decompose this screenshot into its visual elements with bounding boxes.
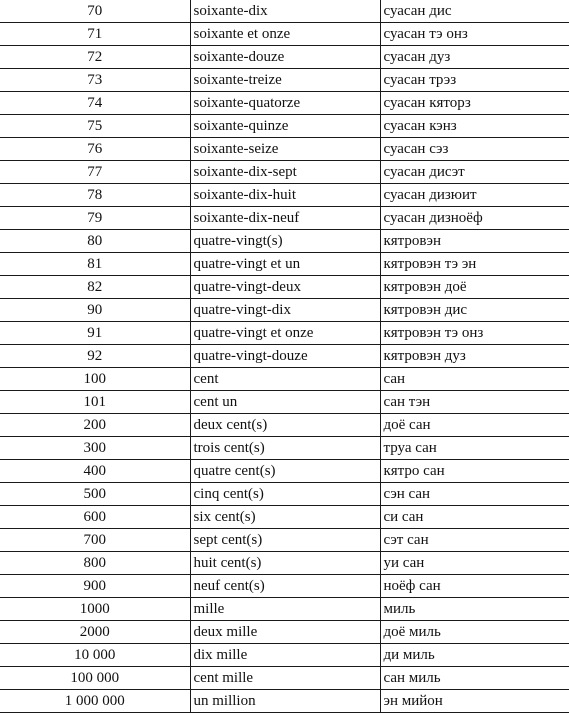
number-cell: 1 000 000: [0, 690, 190, 713]
french-word-cell: quatre-vingt-deux: [190, 276, 380, 299]
number-cell: 500: [0, 483, 190, 506]
transcription-cell: кятровэн доё: [380, 276, 569, 299]
number-cell: 400: [0, 460, 190, 483]
number-cell: 74: [0, 92, 190, 115]
table-row: [0, 667, 569, 690]
transcription-cell: суасан кяторз: [380, 92, 569, 115]
table-row: [0, 230, 569, 253]
table-row: [0, 253, 569, 276]
transcription-cell: эн мийон: [380, 690, 569, 713]
number-cell: 101: [0, 391, 190, 414]
table-row: [0, 345, 569, 368]
table-row: [0, 621, 569, 644]
transcription-cell: сэт сан: [380, 529, 569, 552]
number-cell: 72: [0, 46, 190, 69]
table-row: [0, 368, 569, 391]
transcription-cell: суасан сэз: [380, 138, 569, 161]
french-word-cell: soixante-seize: [190, 138, 380, 161]
number-cell: 2000: [0, 621, 190, 644]
number-cell: 71: [0, 23, 190, 46]
french-word-cell: un million: [190, 690, 380, 713]
french-word-cell: cent un: [190, 391, 380, 414]
number-cell: 1000: [0, 598, 190, 621]
table-row: [0, 322, 569, 345]
french-word-cell: mille: [190, 598, 380, 621]
number-cell: 900: [0, 575, 190, 598]
transcription-cell: сан тэн: [380, 391, 569, 414]
number-cell: 800: [0, 552, 190, 575]
transcription-cell: суасан кэнз: [380, 115, 569, 138]
number-cell: 79: [0, 207, 190, 230]
transcription-cell: ди миль: [380, 644, 569, 667]
transcription-cell: суасан дизноёф: [380, 207, 569, 230]
table-row: [0, 414, 569, 437]
number-cell: 76: [0, 138, 190, 161]
number-cell: 80: [0, 230, 190, 253]
table-row: [0, 644, 569, 667]
table-row: [0, 276, 569, 299]
french-word-cell: soixante-dix-neuf: [190, 207, 380, 230]
number-cell: 200: [0, 414, 190, 437]
table-row: [0, 0, 569, 23]
number-cell: 100: [0, 368, 190, 391]
number-cell: 600: [0, 506, 190, 529]
number-cell: 100 000: [0, 667, 190, 690]
table-row: [0, 115, 569, 138]
table-row: [0, 92, 569, 115]
transcription-cell: суасан дисэт: [380, 161, 569, 184]
french-word-cell: quatre-vingt-dix: [190, 299, 380, 322]
transcription-cell: уи сан: [380, 552, 569, 575]
number-cell: 10 000: [0, 644, 190, 667]
number-cell: 300: [0, 437, 190, 460]
table-row: [0, 299, 569, 322]
french-word-cell: deux cent(s): [190, 414, 380, 437]
transcription-cell: суасан тэ онз: [380, 23, 569, 46]
table-row: [0, 483, 569, 506]
table-row: [0, 138, 569, 161]
number-cell: 92: [0, 345, 190, 368]
french-word-cell: soixante-dix-huit: [190, 184, 380, 207]
french-word-cell: soixante et onze: [190, 23, 380, 46]
transcription-cell: ноёф сан: [380, 575, 569, 598]
number-cell: 91: [0, 322, 190, 345]
transcription-cell: кятровэн: [380, 230, 569, 253]
table-row: [0, 391, 569, 414]
table-row: [0, 598, 569, 621]
transcription-cell: сэн сан: [380, 483, 569, 506]
french-word-cell: soixante-quatorze: [190, 92, 380, 115]
table-row: [0, 529, 569, 552]
transcription-cell: кятровэн тэ онз: [380, 322, 569, 345]
table-row: [0, 460, 569, 483]
french-word-cell: huit cent(s): [190, 552, 380, 575]
number-cell: 700: [0, 529, 190, 552]
transcription-cell: сан: [380, 368, 569, 391]
french-word-cell: cent: [190, 368, 380, 391]
french-word-cell: dix mille: [190, 644, 380, 667]
french-word-cell: quatre-vingt(s): [190, 230, 380, 253]
number-cell: 77: [0, 161, 190, 184]
french-word-cell: sept cent(s): [190, 529, 380, 552]
french-word-cell: deux mille: [190, 621, 380, 644]
table-row: [0, 552, 569, 575]
french-word-cell: soixante-dix-sept: [190, 161, 380, 184]
french-word-cell: quatre cent(s): [190, 460, 380, 483]
transcription-cell: суасан дис: [380, 0, 569, 23]
french-word-cell: quatre-vingt et un: [190, 253, 380, 276]
number-cell: 82: [0, 276, 190, 299]
table-row: [0, 46, 569, 69]
table-row: [0, 506, 569, 529]
transcription-cell: суасан дуз: [380, 46, 569, 69]
transcription-cell: си сан: [380, 506, 569, 529]
transcription-cell: кятро сан: [380, 460, 569, 483]
number-cell: 73: [0, 69, 190, 92]
table-row: [0, 437, 569, 460]
table-row: [0, 69, 569, 92]
number-cell: 75: [0, 115, 190, 138]
transcription-cell: кятровэн тэ эн: [380, 253, 569, 276]
transcription-cell: кятровэн дуз: [380, 345, 569, 368]
transcription-cell: доё сан: [380, 414, 569, 437]
table-row: [0, 23, 569, 46]
transcription-cell: сан миль: [380, 667, 569, 690]
transcription-cell: труа сан: [380, 437, 569, 460]
transcription-cell: кятровэн дис: [380, 299, 569, 322]
french-word-cell: cinq cent(s): [190, 483, 380, 506]
french-word-cell: soixante-dix: [190, 0, 380, 23]
transcription-cell: суасан трэз: [380, 69, 569, 92]
transcription-cell: доё миль: [380, 621, 569, 644]
transcription-cell: миль: [380, 598, 569, 621]
table-row: [0, 161, 569, 184]
table-row: [0, 207, 569, 230]
french-word-cell: quatre-vingt et onze: [190, 322, 380, 345]
french-word-cell: cent mille: [190, 667, 380, 690]
french-word-cell: quatre-vingt-douze: [190, 345, 380, 368]
french-word-cell: neuf cent(s): [190, 575, 380, 598]
table-row: [0, 575, 569, 598]
french-word-cell: six cent(s): [190, 506, 380, 529]
french-word-cell: soixante-douze: [190, 46, 380, 69]
number-cell: 78: [0, 184, 190, 207]
table-row: [0, 184, 569, 207]
french-word-cell: soixante-treize: [190, 69, 380, 92]
french-word-cell: soixante-quinze: [190, 115, 380, 138]
number-cell: 90: [0, 299, 190, 322]
table-row: [0, 690, 569, 713]
number-cell: 81: [0, 253, 190, 276]
number-cell: 70: [0, 0, 190, 23]
transcription-cell: суасан дизюит: [380, 184, 569, 207]
french-word-cell: trois cent(s): [190, 437, 380, 460]
